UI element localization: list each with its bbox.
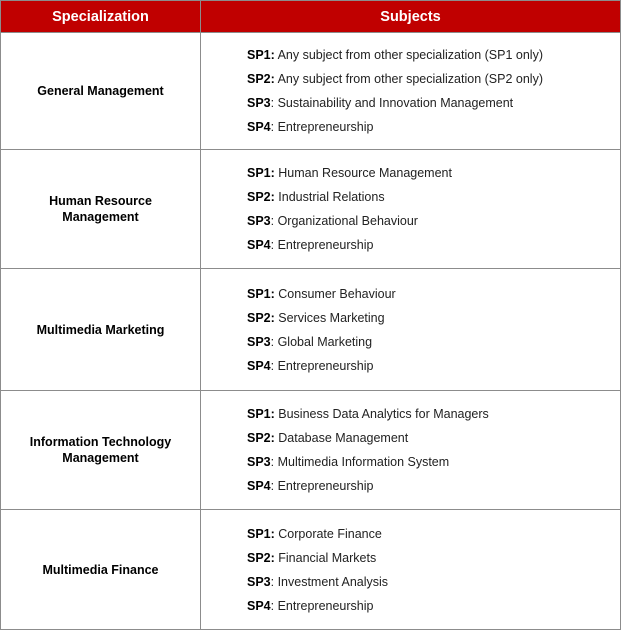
subject-item [247, 115, 620, 139]
subject-item [247, 185, 620, 209]
subject-item [247, 330, 620, 354]
subject-item [247, 594, 620, 618]
table-row [1, 150, 621, 269]
subject-name: : Entrepreneurship [270, 358, 374, 373]
subject-item [247, 354, 620, 378]
subject-name: Industrial Relations [274, 190, 385, 204]
subject-code: SP2: [247, 190, 275, 204]
subject-name: : Entrepreneurship [270, 479, 374, 493]
subject-item [247, 450, 620, 474]
subjects-cell [201, 391, 621, 510]
subject-item [247, 282, 620, 306]
subject-name: : Entrepreneurship [270, 238, 374, 252]
subject-code: SP2: [247, 72, 275, 86]
subject-item [247, 43, 620, 67]
subject-item [247, 522, 620, 546]
subject-name: : Entrepreneurship [270, 598, 374, 613]
header-specialization: Specialization [1, 1, 201, 33]
subject-item [247, 233, 620, 257]
subject-item [247, 209, 620, 233]
specialization-name: Multimedia Marketing [1, 269, 201, 391]
subject-code: SP4 [247, 598, 271, 613]
specialization-name: Information Technology Management [1, 391, 201, 510]
subject-code: SP2: [247, 310, 275, 325]
subject-code: SP3 [247, 96, 271, 110]
subject-name: Database Management [274, 431, 409, 445]
subject-name: Consumer Behaviour [274, 286, 396, 301]
specialization-name: General Management [1, 33, 201, 150]
subjects-cell [201, 33, 621, 150]
subject-code: SP3 [247, 574, 271, 589]
subject-name: Corporate Finance [274, 526, 382, 541]
subject-code: SP1: [247, 48, 275, 62]
subject-name: : Multimedia Information System [270, 455, 450, 469]
subject-name: : Organizational Behaviour [270, 214, 418, 228]
table-row [1, 391, 621, 510]
subject-name: Services Marketing [274, 310, 385, 325]
subject-item [247, 306, 620, 330]
subject-name: Financial Markets [274, 550, 377, 565]
subject-code: SP2: [247, 550, 275, 565]
subjects-cell [201, 150, 621, 269]
subject-code: SP1: [247, 286, 275, 301]
subject-code: SP4 [247, 358, 271, 373]
subject-name: Business Data Analytics for Managers [274, 407, 489, 421]
subject-item [247, 402, 620, 426]
subject-item [247, 426, 620, 450]
subject-item [247, 91, 620, 115]
subject-code: SP1: [247, 407, 275, 421]
specialization-name: Multimedia Finance [1, 510, 201, 630]
table-row [1, 33, 621, 150]
table-row [1, 510, 621, 630]
table-row [1, 269, 621, 391]
subject-name: Human Resource Management [274, 166, 452, 180]
subject-code: SP3 [247, 334, 271, 349]
subject-item [247, 474, 620, 498]
subject-code: SP3 [247, 214, 271, 228]
subject-item [247, 67, 620, 91]
table-header-row [1, 1, 621, 33]
subject-code: SP1: [247, 526, 275, 541]
subject-name: : Entrepreneurship [270, 120, 374, 134]
subject-item [247, 161, 620, 185]
subject-item [247, 546, 620, 570]
subject-code: SP4 [247, 479, 271, 493]
subjects-cell [201, 269, 621, 391]
subject-code: SP3 [247, 455, 271, 469]
subject-code: SP4 [247, 120, 271, 134]
header-subjects: Subjects [201, 1, 621, 33]
subject-name: Any subject from other specialization (SP1 only) [274, 48, 543, 62]
subjects-cell [201, 510, 621, 630]
subject-code: SP1: [247, 166, 275, 180]
specialization-name: Human Resource Management [1, 150, 201, 269]
subject-code: SP4 [247, 238, 271, 252]
subject-item [247, 570, 620, 594]
subject-name: : Investment Analysis [270, 574, 389, 589]
subject-name: Any subject from other specialization (SP2 only) [274, 72, 543, 86]
subject-name: : Global Marketing [270, 334, 373, 349]
subject-code: SP2: [247, 431, 275, 445]
subject-name: : Sustainability and Innovation Management [270, 96, 514, 110]
